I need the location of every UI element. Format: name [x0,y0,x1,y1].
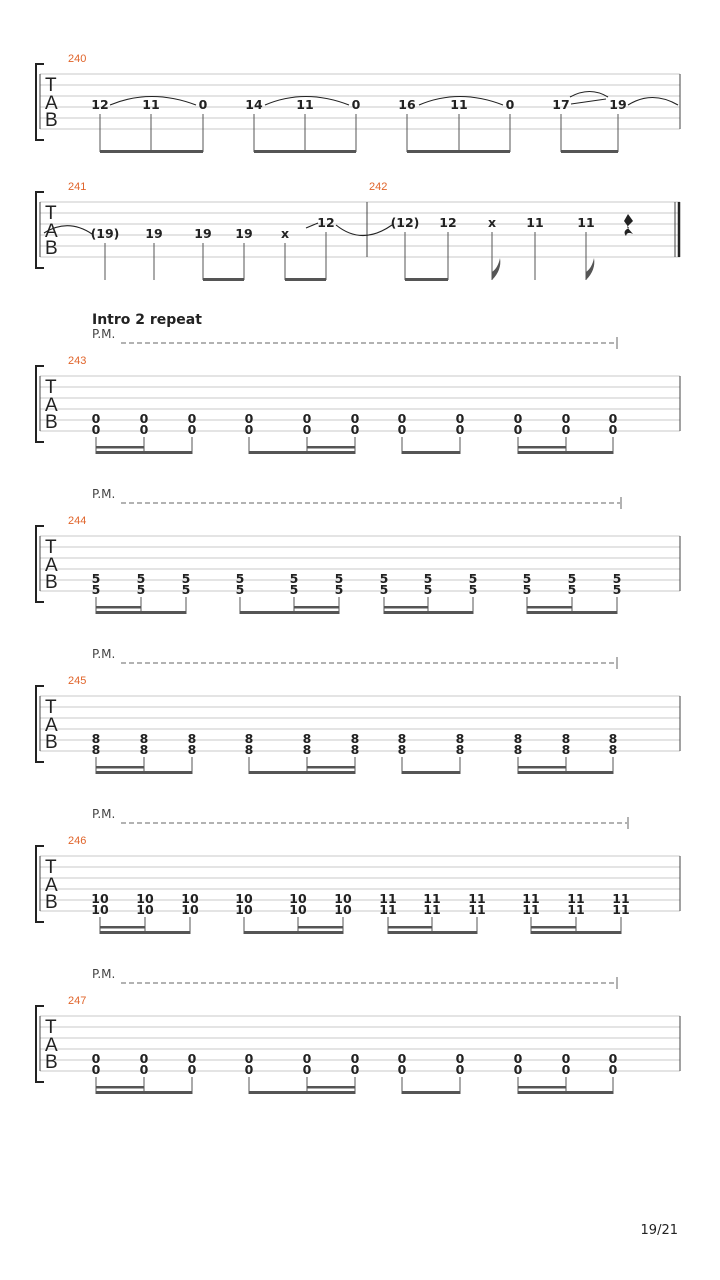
eighth-flag [586,258,594,280]
fret-number: 0 [91,422,101,437]
fret-number: 0 [244,411,254,426]
tab-clef-b: B [45,1052,58,1073]
system-2 [36,181,680,281]
tab-clef-a: A [45,93,58,114]
fret-number: 8 [244,742,254,757]
fret-number: 11 [423,902,441,917]
tab-clef-b: B [45,238,58,259]
fret-number: 0 [513,411,523,426]
measure-number: 245 [68,675,87,687]
fret-number: 0 [187,1051,197,1066]
fret-number: 8 [91,742,101,757]
fret-number: 0 [513,1062,523,1077]
tab-clef-b: B [45,412,58,433]
fret-number: 0 [608,1051,618,1066]
fret-number: 8 [139,742,149,757]
fret-number: 0 [302,411,312,426]
fret-number: 12 [317,215,335,230]
fret-number: 0 [455,1062,465,1077]
fret-number: 0 [350,411,360,426]
tab-clef-a: A [45,1035,58,1056]
dead-note: x [280,226,290,241]
measure-number: 242 [369,181,388,193]
fret-number: 11 [612,902,630,917]
fret-number: 5 [235,571,245,586]
fret-number: 0 [608,422,618,437]
fret-number: 11 [379,902,397,917]
fret-number: 5 [181,582,191,597]
fret-numbers [91,891,629,917]
fret-number: 5 [181,571,191,586]
fret-number: 11 [423,891,441,906]
fret-number: 0 [139,1051,149,1066]
fret-number: 17 [552,97,570,112]
fret-number: 8 [187,742,197,757]
tab-clef-t: T [45,537,57,558]
page-number: 19/21 [640,1223,678,1238]
tab-clef-b: B [45,892,58,913]
fret-number: 8 [455,742,465,757]
fret-number: 10 [136,902,154,917]
fret-number: 11 [612,891,630,906]
fret-number: 19 [235,226,253,241]
fret-number: 10 [91,891,109,906]
fret-numbers [92,1051,618,1077]
fret-number: 0 [91,1051,101,1066]
fret-number: 5 [468,571,478,586]
fret-number: 0 [455,422,465,437]
fret-number: 0 [187,1062,197,1077]
tab-clef-a: A [45,221,58,242]
fret-number: 8 [91,731,101,746]
fret-number: 8 [397,731,407,746]
fret-number: 0 [608,411,618,426]
beams [96,606,617,614]
fret-number: 5 [136,582,146,597]
staff-lines [40,696,680,751]
fret-numbers [91,215,595,241]
fret-number: 0 [397,1051,407,1066]
measure-number: 241 [68,181,87,193]
beams [100,926,621,934]
section-label: Intro 2 repeat [92,312,202,328]
tab-clef-t: T [45,203,57,224]
fret-number: 0 [561,1051,571,1066]
system-6 [36,807,680,934]
fret-number: 11 [468,891,486,906]
fret-number: 11 [142,97,160,112]
fret-number: 0 [561,1062,571,1077]
fret-number: 0 [198,97,208,112]
fret-number: 5 [379,582,389,597]
tie-out [628,98,678,106]
fret-number: 11 [296,97,314,112]
fret-number: 11 [577,215,595,230]
beams [100,150,618,153]
fret-number: 0 [244,422,254,437]
fret-number: 8 [187,731,197,746]
fret-number: 5 [136,571,146,586]
system-4 [36,487,680,614]
tab-clef-b: B [45,110,58,131]
fret-number: 0 [350,422,360,437]
fret-number: 0 [561,422,571,437]
fret-number: 12 [439,215,457,230]
fret-number: 0 [351,97,361,112]
system-7 [36,967,680,1094]
fret-numbers [92,571,622,597]
system-3 [36,327,680,454]
fret-number: 5 [468,582,478,597]
tab-clef-t: T [45,1017,57,1038]
fret-number: 5 [567,582,577,597]
tab-clef-a: A [45,715,58,736]
fret-number: 5 [522,571,532,586]
fret-number: (19) [90,226,120,241]
fret-number: (12) [390,215,420,230]
fret-number: 19 [609,97,627,112]
tie [336,225,392,236]
measure-number: 244 [68,515,87,527]
fret-number: 0 [139,422,149,437]
quarter-rest-icon [624,214,633,236]
fret-number: 0 [244,1062,254,1077]
dead-note: x [487,215,497,230]
fret-number: 5 [91,571,101,586]
fret-number: 5 [379,571,389,586]
slide-line [571,99,606,104]
fret-number: 8 [350,731,360,746]
tab-clef-a: A [45,875,58,896]
fret-number: 10 [136,891,154,906]
fret-number: 16 [398,97,416,112]
fret-number: 0 [139,1062,149,1077]
fret-number: 5 [567,571,577,586]
tab-clef-t: T [45,857,57,878]
fret-number: 0 [513,422,523,437]
fret-number: 8 [302,742,312,757]
fret-number: 8 [397,742,407,757]
fret-number: 10 [181,902,199,917]
fret-number: 11 [567,902,585,917]
fret-number: 5 [612,571,622,586]
fret-number: 11 [522,902,540,917]
fret-number: 0 [455,411,465,426]
fret-number: 0 [244,1051,254,1066]
fret-number: 12 [91,97,109,112]
fret-number: 5 [235,582,245,597]
fret-number: 11 [379,891,397,906]
measure-number: 246 [68,835,87,847]
fret-number: 10 [334,891,352,906]
fret-numbers [91,97,626,112]
palm-mute-label: P.M. [92,647,116,661]
fret-number: 5 [522,582,532,597]
fret-number: 0 [608,1062,618,1077]
fret-number: 0 [397,1062,407,1077]
fret-number: 0 [350,1062,360,1077]
fret-number: 8 [513,742,523,757]
fret-number: 0 [513,1051,523,1066]
staff-lines [40,376,680,431]
fret-number: 10 [235,891,253,906]
fret-number: 8 [561,731,571,746]
fret-number: 14 [245,97,263,112]
fret-number: 0 [455,1051,465,1066]
fret-number: 0 [397,411,407,426]
fret-number: 11 [450,97,468,112]
fret-number: 0 [505,97,515,112]
measure-number: 247 [68,995,87,1007]
palm-mute-label: P.M. [92,327,116,341]
fret-number: 5 [423,571,433,586]
fret-number: 0 [187,422,197,437]
tab-clef-a: A [45,395,58,416]
eighth-flag [492,258,500,280]
fret-number: 10 [289,891,307,906]
fret-number: 19 [145,226,163,241]
beams [203,278,448,281]
fret-number: 11 [567,891,585,906]
fret-number: 0 [302,1062,312,1077]
fret-number: 0 [91,1062,101,1077]
fret-number: 5 [612,582,622,597]
slur-marks [110,92,678,106]
fret-number: 5 [334,571,344,586]
fret-number: 8 [302,731,312,746]
palm-mute-label: P.M. [92,807,116,821]
fret-number: 10 [181,891,199,906]
palm-mute-label: P.M. [92,967,116,981]
rhythm-stems [105,232,586,280]
fret-number: 0 [302,1051,312,1066]
tab-clef-t: T [45,75,57,96]
fret-number: 10 [334,902,352,917]
fret-number: 8 [350,742,360,757]
system-1 [36,53,680,153]
fret-number: 5 [289,582,299,597]
fret-numbers [92,731,618,757]
tab-clef-t: T [45,377,57,398]
fret-number: 5 [423,582,433,597]
fret-number: 5 [91,582,101,597]
tab-clef-t: T [45,697,57,718]
system-5 [36,647,680,774]
rhythm-stems [100,114,618,152]
fret-number: 11 [468,902,486,917]
fret-number: 5 [334,582,344,597]
tab-clef-a: A [45,555,58,576]
fret-number: 0 [187,411,197,426]
palm-mute-label: P.M. [92,487,116,501]
fret-number: 8 [244,731,254,746]
fret-number: 0 [139,411,149,426]
fret-number: 10 [289,902,307,917]
tab-clef-b: B [45,732,58,753]
fret-number: 10 [235,902,253,917]
fret-number: 8 [561,742,571,757]
fret-number: 0 [302,422,312,437]
fret-number: 0 [91,411,101,426]
fret-number: 11 [526,215,544,230]
fret-number: 10 [91,902,109,917]
fret-number: 8 [513,731,523,746]
fret-number: 5 [289,571,299,586]
fret-number: 19 [194,226,212,241]
fret-number: 8 [608,731,618,746]
tab-clef-b: B [45,572,58,593]
fret-number: 0 [350,1051,360,1066]
fret-number: 8 [455,731,465,746]
fret-number: 8 [139,731,149,746]
fret-numbers [92,411,618,437]
fret-number: 0 [561,411,571,426]
measure-number: 240 [68,53,87,65]
fret-number: 11 [522,891,540,906]
measure-number: 243 [68,355,87,367]
fret-number: 0 [397,422,407,437]
fret-number: 8 [608,742,618,757]
staff-lines [40,1016,680,1071]
